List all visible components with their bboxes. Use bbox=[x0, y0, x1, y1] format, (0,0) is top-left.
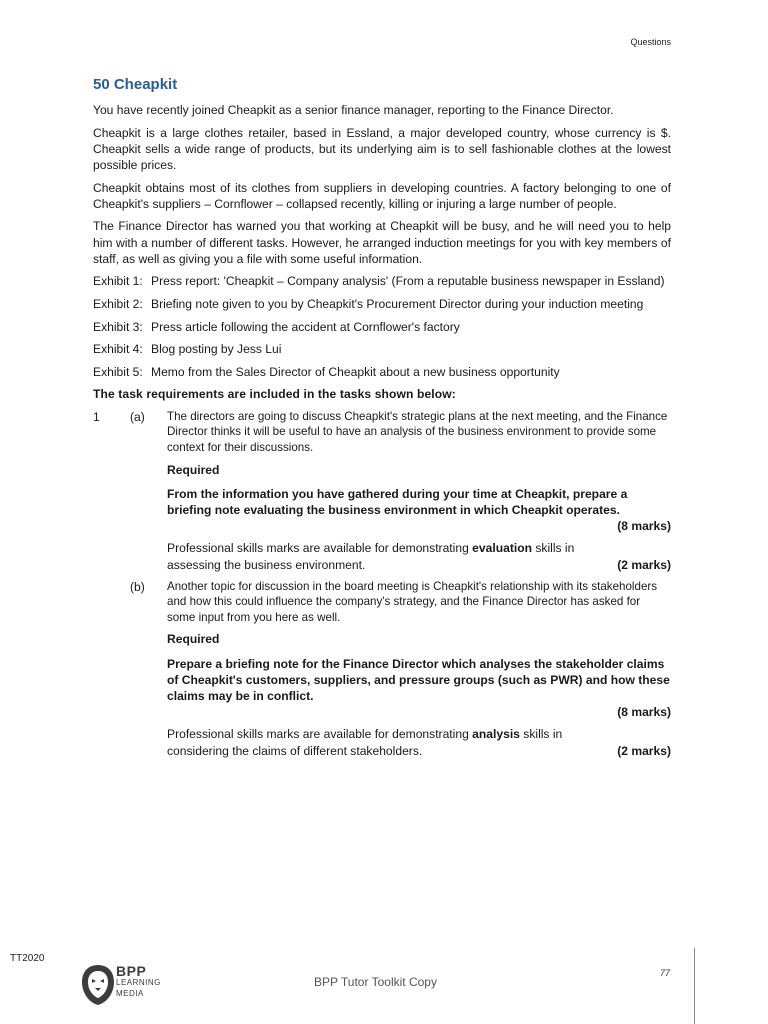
professional-skills-text bbox=[167, 540, 609, 572]
task-part-label: (b) bbox=[130, 579, 145, 594]
exhibit-label: Exhibit 2: bbox=[93, 296, 143, 311]
logo-sub: LEARNING bbox=[116, 978, 161, 987]
professional-skills-marks: (2 marks) bbox=[617, 743, 671, 758]
exhibit-item bbox=[93, 273, 671, 289]
prof-text-post: skills in considering the claims of different stakeholders. bbox=[167, 727, 563, 758]
task-part-label: (a) bbox=[130, 409, 145, 424]
edition-label: TT2020 bbox=[10, 953, 45, 964]
logo-sub: MEDIA bbox=[116, 989, 144, 998]
professional-skills-text bbox=[167, 726, 609, 758]
task-intro: Another topic for discussion in the board meeting is Cheapkit's relationship with its stakeholders and how this could influence the company's strategy, and the Finance Director has asked for some input from you here as well. bbox=[167, 579, 658, 624]
task-marks: (8 marks) bbox=[617, 705, 671, 720]
professional-skills-marks: (2 marks) bbox=[617, 557, 671, 572]
intro-paragraph: Cheapkit is a large clothes retailer, based in Essland, a major developed country, whose currency is $. Cheapkit sells a wide range of products, but its underlying aim is to sell fashionable clothes at the lowest possible prices. bbox=[93, 125, 671, 172]
task-number: 1 bbox=[93, 409, 100, 424]
exhibit-item bbox=[93, 296, 671, 312]
question-title: 50 Cheapkit bbox=[93, 76, 178, 93]
task-instruction: From the information you have gathered during your time at Cheapkit, prepare a briefing note evaluating the business environment in which Cheapkit operates. bbox=[167, 486, 628, 517]
prof-skill: evaluation bbox=[472, 541, 532, 556]
prof-text-pre: Professional skills marks are available for demonstrating bbox=[167, 541, 473, 556]
required-label: Required bbox=[167, 462, 220, 477]
watermark-copy: BPP Tutor Toolkit Copy bbox=[314, 975, 437, 989]
task-1b bbox=[93, 579, 671, 759]
question-body bbox=[93, 102, 671, 759]
page-number: 77 bbox=[660, 968, 671, 978]
exhibit-label: Exhibit 4: bbox=[93, 342, 143, 357]
exhibit-label: Exhibit 5: bbox=[93, 364, 143, 379]
intro-paragraph: You have recently joined Cheapkit as a senior finance manager, reporting to the Finance Director. bbox=[93, 103, 614, 117]
exhibit-text: Press article following the accident at Cornflower's factory bbox=[151, 319, 460, 334]
exhibit-item bbox=[93, 364, 671, 380]
exhibit-text: Blog posting by Jess Lui bbox=[151, 342, 282, 357]
footer-divider bbox=[694, 948, 695, 1024]
intro-paragraph: Cheapkit obtains most of its clothes from suppliers in developing countries. A factory belonging to one of Cheapkit's suppliers – Cornflower – collapsed recently, killing or injuring a large number of people. bbox=[93, 180, 671, 211]
required-label: Required bbox=[167, 632, 220, 647]
exhibit-text: Press report: 'Cheapkit – Company analysis' (From a reputable business newspaper in Essland) bbox=[151, 274, 665, 289]
professional-skills-row bbox=[167, 540, 671, 572]
task-intro: The directors are going to discuss Cheapkit's strategic plans at the next meeting, and the Finance Director thinks it will be useful to have an analysis of the business environment to provide some context for their discussions. bbox=[167, 409, 668, 454]
exhibit-label: Exhibit 3: bbox=[93, 319, 143, 334]
task-1a bbox=[93, 409, 671, 573]
exhibit-item bbox=[93, 341, 671, 357]
logo-wordmark bbox=[116, 963, 161, 999]
exhibit-text: Briefing note given to you by Cheapkit's Procurement Director during your induction meeting bbox=[151, 296, 644, 311]
task-instruction: Prepare a briefing note for the Finance Director which analyses the stakeholder claims of Cheapkit's customers, suppliers, and pressure groups (such as PWR) and how these claims may be in conflict. bbox=[167, 656, 670, 703]
exhibit-text: Memo from the Sales Director of Cheapkit about a new business opportunity bbox=[151, 364, 560, 379]
exhibit-label: Exhibit 1: bbox=[93, 274, 143, 289]
prof-text-post: skills in assessing the business environment. bbox=[167, 541, 575, 572]
prof-text-pre: Professional skills marks are available for demonstrating bbox=[167, 727, 473, 742]
task-heading: The task requirements are included in the tasks shown below: bbox=[93, 387, 456, 402]
exhibit-item bbox=[93, 319, 671, 335]
prof-skill: analysis bbox=[472, 727, 520, 742]
running-header: Questions bbox=[630, 37, 671, 47]
task-marks: (8 marks) bbox=[617, 519, 671, 534]
logo-main: BPP bbox=[116, 963, 147, 979]
professional-skills-row bbox=[167, 726, 671, 758]
intro-paragraph: The Finance Director has warned you that working at Cheapkit will be busy, and he will need you to help him with a number of different tasks. However, he arranged induction meetings for you with key members of staff, as well as giving you a file with some useful information. bbox=[93, 219, 671, 266]
